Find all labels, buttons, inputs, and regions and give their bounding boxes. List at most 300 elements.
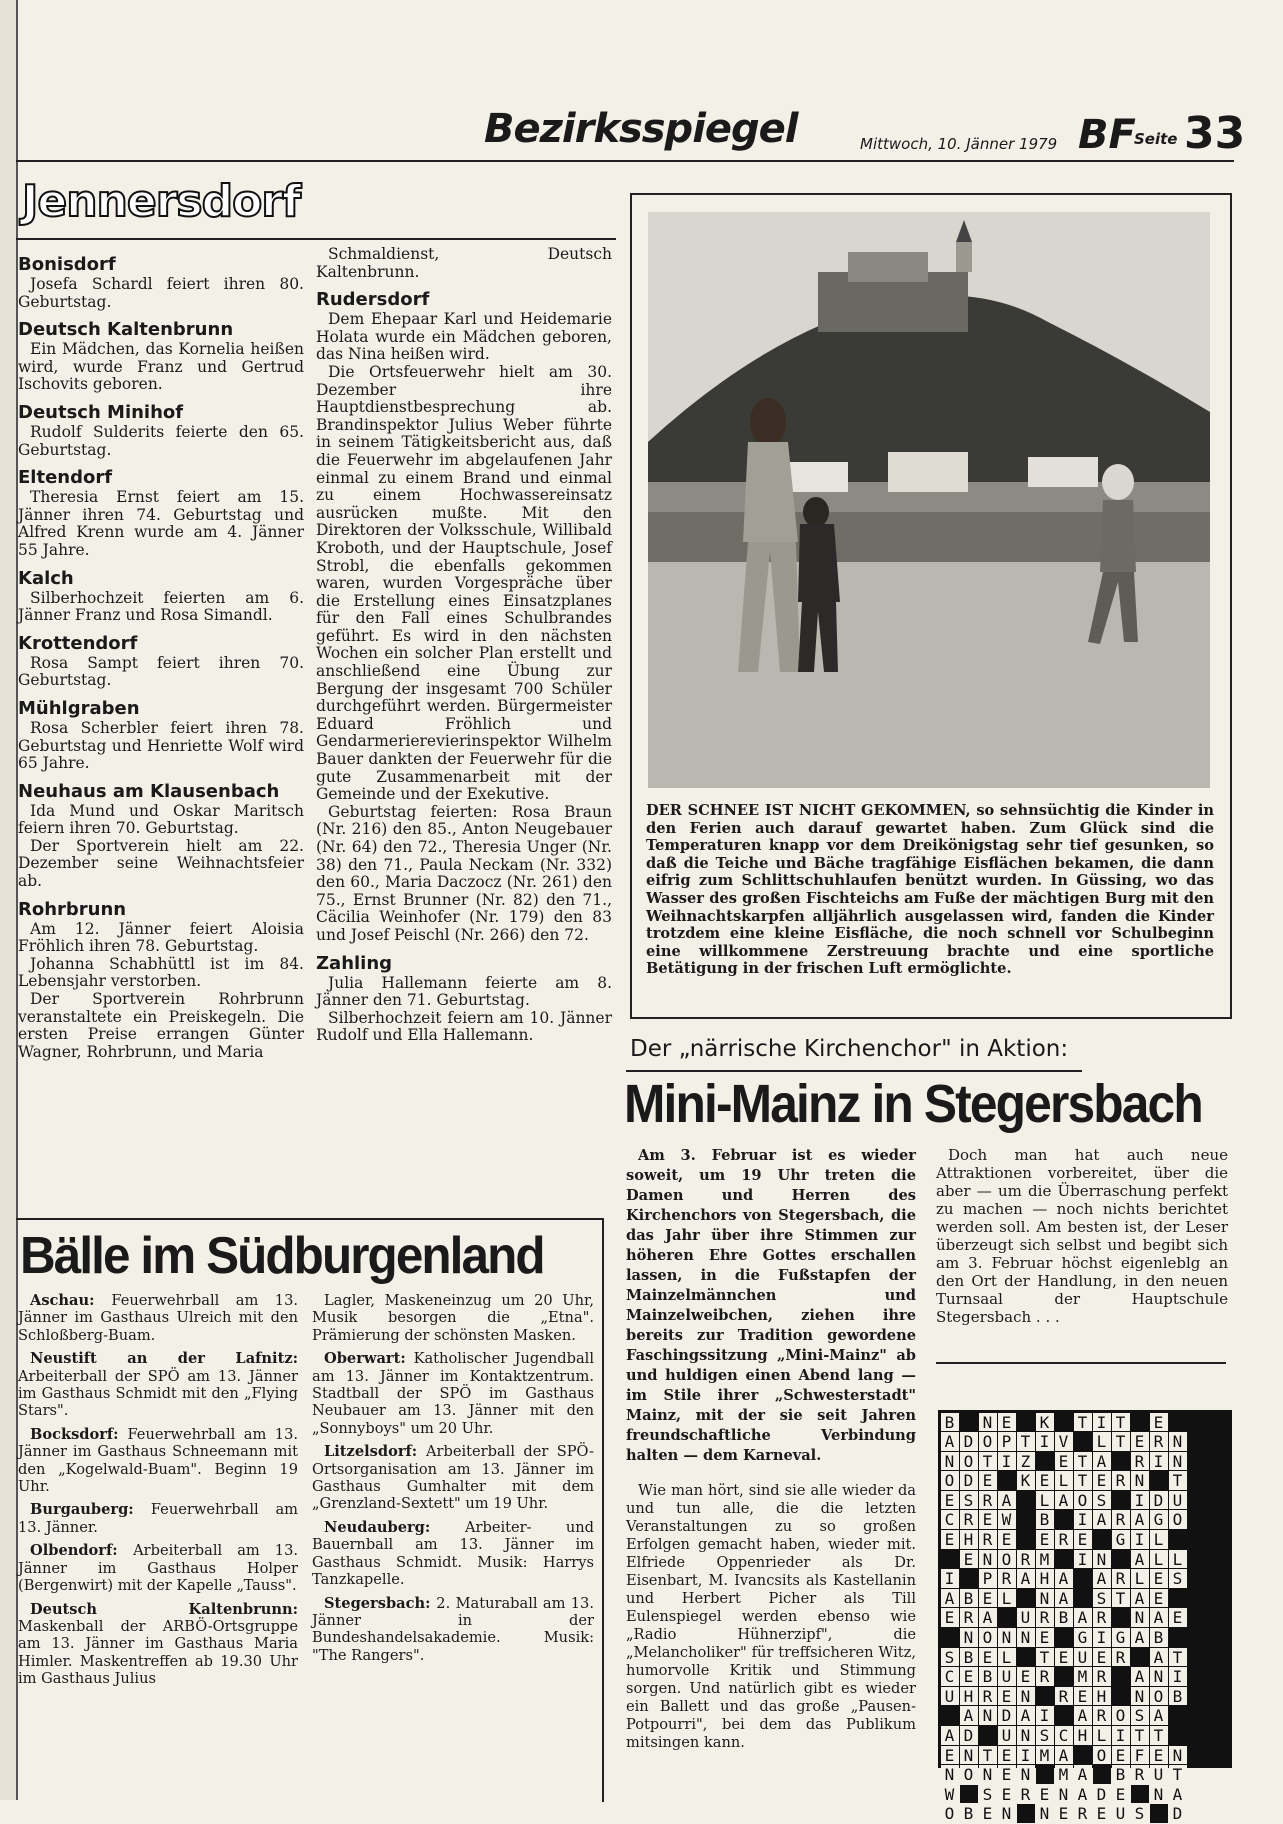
- crossword-cell: [1093, 1765, 1111, 1784]
- crossword-cell: N: [1017, 1687, 1035, 1706]
- ball-entry: [18, 1426, 298, 1496]
- crossword-cell: [1112, 1608, 1130, 1627]
- ball-entry: [312, 1519, 594, 1589]
- ball-entry: [312, 1350, 594, 1437]
- article-lead: [626, 1146, 916, 1466]
- crossword-cell: N: [1169, 1452, 1187, 1471]
- crossword-cell: L: [1055, 1471, 1073, 1490]
- crossword-row: [940, 1628, 1230, 1648]
- crossword-cell: E: [941, 1608, 959, 1627]
- crossword-cell: R: [1093, 1608, 1111, 1627]
- crossword-cell: R: [979, 1530, 997, 1549]
- crossword-cell: [1017, 1413, 1035, 1432]
- ball-entry: [18, 1350, 298, 1420]
- crossword-cell: E: [998, 1785, 1016, 1804]
- crossword-row: [940, 1647, 1230, 1667]
- ball-place: Neustift an der Lafnitz:: [30, 1350, 298, 1368]
- news-paragraph: Rudolf Sulderits feierte den 65. Geburtstag.: [18, 422, 304, 459]
- crossword-cell: T: [979, 1452, 997, 1471]
- region-rule: [16, 238, 616, 240]
- crossword-row: [940, 1686, 1230, 1706]
- crossword-cell: E: [998, 1746, 1016, 1765]
- crossword-cell: M: [1036, 1746, 1054, 1765]
- ball-details: Feuerwehrball am 13. Jänner im Gasthaus Ulreich mit den Schloßberg-Buam.: [18, 1292, 298, 1344]
- crossword-cell: P: [979, 1569, 997, 1588]
- crossword-row: [940, 1412, 1230, 1432]
- photo-caption: [646, 802, 1214, 978]
- crossword-cell: A: [1131, 1667, 1149, 1686]
- crossword-cell: A: [1074, 1785, 1092, 1804]
- crossword-cell: G: [1112, 1628, 1130, 1647]
- section-title: Bezirksspiegel: [484, 106, 798, 152]
- crossword-cell: I: [1131, 1530, 1149, 1549]
- crossword-cell: M: [1036, 1550, 1054, 1569]
- crossword-cell: A: [1017, 1706, 1035, 1725]
- kicker-rule: [626, 1070, 1082, 1072]
- crossword-cell: I: [1112, 1726, 1130, 1745]
- crossword-cell: E: [1150, 1413, 1168, 1432]
- crossword-cell: E: [1055, 1648, 1073, 1667]
- crossword-cell: I: [1093, 1413, 1111, 1432]
- crossword-row: [940, 1608, 1230, 1628]
- crossword-cell: L: [998, 1589, 1016, 1608]
- page-label: Seite: [1134, 130, 1178, 148]
- crossword-cell: B: [1150, 1628, 1168, 1647]
- crossword-cell: D: [998, 1706, 1016, 1725]
- crossword-cell: A: [1093, 1569, 1111, 1588]
- place-heading: Kalch: [18, 567, 74, 589]
- crossword-cell: E: [979, 1510, 997, 1529]
- crossword-cell: I: [1131, 1491, 1149, 1510]
- crossword-cell: E: [998, 1530, 1016, 1549]
- crossword-cell: A: [960, 1706, 978, 1725]
- crossword-row: [940, 1451, 1230, 1471]
- crossword-cell: [998, 1608, 1016, 1627]
- crossword-cell: [1131, 1413, 1149, 1432]
- article-body-2-text: Doch man hat auch neue Attraktionen vorbereitet, über die aber — um die Überraschung perfekt zu machen — noch nichts berichtet werden soll. Am besten ist, der Leser überzeugt sich selbst und begibt sich am 3. Februar höchst eigenleblg an den Ort der Handlung, in den neuen Turnsaal der Hauptschule Stegersbach . . .: [936, 1146, 1228, 1326]
- crossword-cell: B: [960, 1804, 978, 1823]
- crossword-cell: E: [1150, 1589, 1168, 1608]
- crossword-cell: R: [1036, 1667, 1054, 1686]
- crossword-cell: G: [1150, 1510, 1168, 1529]
- crossword-cell: B: [960, 1648, 978, 1667]
- crossword-cell: E: [998, 1765, 1016, 1784]
- crossword-cell: [1093, 1530, 1111, 1549]
- crossword-cell: A: [1074, 1608, 1092, 1627]
- crossword-cell: A: [998, 1491, 1016, 1510]
- news-paragraph: Johanna Schabhüttl ist im 84. Lebensjahr verstorben.: [18, 954, 304, 991]
- crossword-cell: [1055, 1550, 1073, 1569]
- ball-details: Katholischer Jugendball am 13. Jänner im Kontaktzentrum. Stadtball der SPÖ im Gasthaus Neubauer am 13. Jänner mit den „Sonnyboys" um 20 Uhr.: [312, 1350, 594, 1437]
- crossword-cell: N: [979, 1706, 997, 1725]
- crossword-cell: E: [1093, 1648, 1111, 1667]
- crossword-cell: T: [1112, 1589, 1130, 1608]
- ball-details: Feuerwehrball am 13. Jänner im Gasthaus Schneemann mit den „Kogelwald-Buam". Beginn 19 Uhr.: [18, 1425, 299, 1496]
- crossword-solution: [938, 1410, 1232, 1824]
- crossword-cell: [1169, 1726, 1187, 1745]
- crossword-row: [940, 1549, 1230, 1569]
- crossword-cell: T: [1074, 1413, 1092, 1432]
- crossword-cell: E: [941, 1530, 959, 1549]
- crossword-cell: I: [1036, 1706, 1054, 1725]
- crossword-cell: C: [941, 1667, 959, 1686]
- crossword-cell: A: [941, 1589, 959, 1608]
- crossword-cell: L: [1093, 1726, 1111, 1745]
- crossword-row: [940, 1432, 1230, 1452]
- crossword-row: [940, 1530, 1230, 1550]
- crossword-cell: [1036, 1687, 1054, 1706]
- crossword-cell: E: [941, 1746, 959, 1765]
- issue-date: Mittwoch, 10. Jänner 1979: [860, 135, 1058, 153]
- crossword-cell: N: [1017, 1628, 1035, 1647]
- crossword-cell: A: [1055, 1589, 1073, 1608]
- crossword-cell: C: [1055, 1726, 1073, 1745]
- crossword-cell: [1112, 1452, 1130, 1471]
- crossword-cell: A: [1150, 1706, 1168, 1725]
- crossword-cell: T: [1112, 1432, 1130, 1451]
- crossword-row: [940, 1804, 1230, 1824]
- crossword-cell: N: [1131, 1687, 1149, 1706]
- news-paragraph: Theresia Ernst feiert am 15. Jänner ihren 74. Geburtstag und Alfred Krenn wurde am 4. Jänner 55 Jahre.: [18, 488, 304, 559]
- crossword-cell: R: [1055, 1687, 1073, 1706]
- crossword-cell: I: [1093, 1628, 1111, 1647]
- crossword-cell: L: [1150, 1530, 1168, 1549]
- crossword-cell: H: [1074, 1726, 1092, 1745]
- place-heading: Eltendorf: [18, 467, 113, 489]
- crossword-cell: A: [1055, 1569, 1073, 1588]
- crossword-cell: S: [979, 1785, 997, 1804]
- crossword-cell: [1017, 1510, 1035, 1529]
- crossword-cell: S: [1093, 1491, 1111, 1510]
- crossword-cell: E: [1055, 1804, 1073, 1823]
- region-title: Jennersdorf: [22, 176, 301, 227]
- crossword-cell: [979, 1726, 997, 1745]
- news-paragraph: Der Sportverein Rohrbrunn veranstaltete ein Preiskegeln. Die ersten Preise errangen Günter Wagner, Rohrbrunn, und Maria: [18, 990, 304, 1061]
- crossword-cell: A: [979, 1608, 997, 1627]
- crossword-cell: A: [941, 1432, 959, 1451]
- crossword-cell: [1150, 1471, 1168, 1490]
- crossword-cell: E: [1074, 1687, 1092, 1706]
- crossword-cell: E: [979, 1471, 997, 1490]
- ball-details: Arbeiterball der SPÖ-Ortsorganisation am 13. Jänner im Gasthaus Gumhalter mit dem „Grenzland-Sextett" um 19 Uhr.: [312, 1443, 594, 1513]
- crossword-cell: R: [1036, 1608, 1054, 1627]
- crossword-cell: R: [998, 1569, 1016, 1588]
- crossword-cell: [960, 1569, 978, 1588]
- crossword-row: [940, 1588, 1230, 1608]
- crossword-cell: L: [1093, 1432, 1111, 1451]
- crossword-cell: E: [1055, 1452, 1073, 1471]
- crossword-cell: R: [1112, 1569, 1130, 1588]
- crossword-cell: B: [1055, 1608, 1073, 1627]
- crossword-cell: W: [941, 1785, 959, 1804]
- crossword-cell: [1017, 1648, 1035, 1667]
- place-heading: Deutsch Kaltenbrunn: [18, 319, 234, 341]
- crossword-row: [940, 1510, 1230, 1530]
- crossword-cell: A: [1093, 1510, 1111, 1529]
- crossword-cell: R: [1074, 1804, 1092, 1823]
- crossword-cell: C: [941, 1510, 959, 1529]
- ball-entry: [18, 1601, 298, 1688]
- crossword-cell: E: [998, 1687, 1016, 1706]
- crossword-cell: I: [1017, 1746, 1035, 1765]
- crossword-cell: R: [1055, 1530, 1073, 1549]
- skating-photo: [648, 212, 1210, 788]
- crossword-cell: [1131, 1648, 1149, 1667]
- news-paragraph: Dem Ehepaar Karl und Heidemarie Holata wurde ein Mädchen geboren, das Nina heißen wird.: [316, 310, 612, 364]
- crossword-cell: R: [1112, 1471, 1130, 1490]
- ball-entry: [312, 1595, 594, 1665]
- crossword-cell: [1017, 1530, 1035, 1549]
- crossword-cell: G: [1112, 1530, 1130, 1549]
- crossword-cell: D: [1169, 1804, 1187, 1823]
- crossword-cell: B: [960, 1589, 978, 1608]
- crossword-cell: R: [1112, 1648, 1130, 1667]
- crossword-cell: N: [960, 1628, 978, 1647]
- crossword-cell: T: [1169, 1648, 1187, 1667]
- crossword-cell: S: [960, 1491, 978, 1510]
- crossword-cell: [1017, 1804, 1035, 1823]
- crossword-cell: U: [1017, 1608, 1035, 1627]
- crossword-cell: Z: [1017, 1452, 1035, 1471]
- crossword-cell: H: [960, 1530, 978, 1549]
- article-lead-text: Am 3. Februar ist es wieder soweit, um 19 Uhr treten die Damen und Herren des Kirchenchors von Stegersbach, die das Jahr über ihre Stimmen zur höheren Ehre Gottes erschallen lassen, in die Fußstapfen der Mainzelmännchen und Mainzelweibchen, ziehen ihre bereits zur Tradition gewordene Faschingssitzung „Mini-Mainz" ab und huldigen einen Abend lang — im Stile ihrer „Schwesterstadt" Mainz, mit der sie seit Jahren freundschaftliche Verbindung halten — dem Karneval.: [626, 1147, 916, 1464]
- crossword-cell: O: [1150, 1687, 1168, 1706]
- crossword-cell: I: [998, 1452, 1016, 1471]
- crossword-cell: N: [941, 1452, 959, 1471]
- crossword-cell: I: [1074, 1550, 1092, 1569]
- crossword-cell: [1036, 1765, 1054, 1784]
- crossword-cell: [1131, 1785, 1149, 1804]
- ball-entry: [312, 1443, 594, 1513]
- crossword-cell: R: [1093, 1667, 1111, 1686]
- crossword-cell: A: [1150, 1648, 1168, 1667]
- crossword-cell: A: [1055, 1746, 1073, 1765]
- news-paragraph: Die Ortsfeuerwehr hielt am 30. Dezember ihre Hauptdienstbesprechung ab. Brandinspektor Julius Weber führte in seinem Tätigkeitsbericht aus, daß die Feuerwehr im abgelaufenen Jahr einmal zu einem Brand und einmal zu einem Hochwassereinsatz ausrücken mußte. Mit den Direktoren der Volksschule, Willibald Kroboth, und der Hauptschule, Josef Strobl, die ebenfalls gekommen waren, wurden Vorgespräche über die Erstellung eines Einsatzplanes für den Fall eines Schulbrandes geführt. Es wird in den nächsten Wochen ein solcher Plan erstellt und anschließend eine Übung zur Bergung der insgesamt 700 Schüler durchgeführt werden. Bürgermeister Eduard Fröhlich und Gendarmerierevierinspektor Wilhelm Bauer dankten der Feuerwehr für die gute Zusammenarbeit mit der Gemeinde und der Exekutive.: [316, 362, 612, 804]
- crossword-cell: R: [960, 1608, 978, 1627]
- crossword-cell: [1112, 1667, 1130, 1686]
- crossword-row: [940, 1667, 1230, 1687]
- ball-place: Bocksdorf:: [30, 1425, 128, 1443]
- caption-text: so sehnsüchtig die Kinder in den Ferien auch darauf gewartet haben. Zum Glück sind die Temperaturen knapp vor dem Dreikönigstag sehr tief gesunken, so daß die Teiche und Bäche tragfähige Eisflächen bekamen, die dann eifrig zum Schlittschuhlaufen benützt wurden. In Güssing, wo das Wasser des großen Fischteichs am Fuße der mächtigen Burg mit den Weihnachtskarpfen alljährlich ausgelassen wird, fanden die Kinder trotzdem eine kleine Eisfläche, die noch schnell vor Schulbeginn eine willkommene Zerstreuung brachte und eine sportliche Betätigung in der frischen Luft ermöglichte.: [646, 802, 1214, 978]
- crossword-cell: D: [1150, 1491, 1168, 1510]
- news-paragraph: Am 12. Jänner feiert Aloisia Fröhlich ihren 78. Geburtstag.: [18, 919, 304, 956]
- crossword-cell: T: [1074, 1471, 1092, 1490]
- crossword-cell: R: [1131, 1452, 1149, 1471]
- crossword-cell: [1112, 1550, 1130, 1569]
- ball-entry: [312, 1292, 594, 1344]
- news-paragraph: Schmaldienst, Deutsch Kaltenbrunn.: [316, 245, 612, 281]
- crossword-cell: N: [960, 1746, 978, 1765]
- crossword-cell: O: [1074, 1491, 1092, 1510]
- crossword-cell: B: [1112, 1765, 1130, 1784]
- header-rule: [16, 160, 1234, 162]
- crossword-cell: U: [1074, 1648, 1092, 1667]
- crossword-cell: U: [1150, 1765, 1168, 1784]
- ball-place: Aschau:: [30, 1292, 112, 1309]
- crossword-cell: E: [1074, 1530, 1092, 1549]
- article-body-1: [626, 1482, 916, 1752]
- crossword-cell: R: [1112, 1510, 1130, 1529]
- crossword-cell: N: [1036, 1589, 1054, 1608]
- place-heading: Mühlgraben: [18, 697, 140, 719]
- crossword-cell: B: [941, 1413, 959, 1432]
- crossword-cell: S: [941, 1648, 959, 1667]
- news-paragraph: Silberhochzeit feiern am 10. Jänner Rudolf und Ella Hallemann.: [316, 1008, 612, 1045]
- crossword-row: [940, 1726, 1230, 1746]
- balle-column-2: [312, 1292, 594, 1670]
- crossword-cell: A: [1150, 1608, 1168, 1627]
- balle-column-1: [18, 1292, 298, 1694]
- crossword-cell: E: [1150, 1569, 1168, 1588]
- crossword-cell: A: [1131, 1510, 1149, 1529]
- crossword-cell: [1055, 1667, 1073, 1686]
- crossword-cell: [941, 1628, 959, 1647]
- crossword-cell: O: [941, 1804, 959, 1823]
- news-paragraph: Ida Mund und Oskar Maritsch feiern ihren 70. Geburtstag.: [18, 801, 304, 838]
- crossword-cell: E: [1131, 1432, 1149, 1451]
- crossword-cell: [960, 1785, 978, 1804]
- crossword-cell: [1112, 1491, 1130, 1510]
- news-paragraph: Ein Mädchen, das Kornelia heißen wird, wurde Franz und Gertrud Ischovits geboren.: [18, 340, 304, 394]
- crossword-cell: R: [979, 1491, 997, 1510]
- balle-headline: Bälle im Südburgenland: [20, 1227, 544, 1285]
- crossword-cell: N: [1036, 1804, 1054, 1823]
- crossword-cell: L: [1169, 1550, 1187, 1569]
- news-paragraph: Geburtstag feierten: Rosa Braun (Nr. 216) den 85., Anton Neugebauer (Nr. 64) den 72., Theresia Unger (Nr. 38) den 71., Paula Neckam (Nr. 332) den 60., Maria Daczocz (Nr. 261) den 75., Ernst Brunner (Nr. 82) den 71., Cäcilia Weinhofer (Nr. 179) den 83 und Josef Peischl (Nr. 266) den 72.: [316, 802, 612, 944]
- crossword-cell: D: [960, 1726, 978, 1745]
- crossword-cell: A: [1017, 1569, 1035, 1588]
- crossword-cell: N: [1150, 1785, 1168, 1804]
- crossword-cell: R: [1093, 1706, 1111, 1725]
- article-body-1-text: Wie man hört, sind sie alle wieder da und tun alle, die die letzten Veranstaltungen zu so großen Erfolgen gemacht haben, wieder mit. Elfriede Oppenrieder als Dr. Eisenbart, M. Ivancsits als Kastellanin und Herbert Picher als Till Eulenspiegel werden ebenso wie „Radio Hühnerzipf", die „Melancholiker" für treffsicheren Witz, humorvolle Kritik und Stimmung sorgen. Und natürlich gibt es wieder ein Ballett und das große „Pausen-Potpourri", bei dem das Publikum mitsingen kann.: [626, 1482, 916, 1751]
- crossword-cell: H: [1036, 1569, 1054, 1588]
- crossword-cell: T: [979, 1746, 997, 1765]
- crossword-cell: T: [1169, 1765, 1187, 1784]
- crossword-cell: [1112, 1687, 1130, 1706]
- crossword-cell: B: [1169, 1687, 1187, 1706]
- crossword-cell: B: [1036, 1510, 1054, 1529]
- crossword-cell: L: [1150, 1550, 1168, 1569]
- crossword-cell: L: [1036, 1491, 1054, 1510]
- crossword-cell: U: [998, 1726, 1016, 1745]
- ball-entry: [18, 1292, 298, 1344]
- place-heading: Zahling: [316, 952, 393, 974]
- crossword-cell: H: [1093, 1687, 1111, 1706]
- crossword-cell: U: [1169, 1491, 1187, 1510]
- crossword-cell: E: [1036, 1785, 1054, 1804]
- crossword-cell: N: [979, 1550, 997, 1569]
- crossword-cell: N: [998, 1804, 1016, 1823]
- crossword-cell: H: [960, 1687, 978, 1706]
- crossword-cell: P: [998, 1432, 1016, 1451]
- crossword-cell: E: [1036, 1530, 1054, 1549]
- news-paragraph: Der Sportverein hielt am 22. Dezember seine Weihnachtsfeier ab.: [18, 836, 304, 891]
- ball-place: Oberwart:: [324, 1350, 414, 1368]
- crossword-cell: [1074, 1746, 1092, 1765]
- crossword-cell: I: [1150, 1452, 1168, 1471]
- crossword-cell: E: [1169, 1608, 1187, 1627]
- news-column-1: [18, 246, 304, 1061]
- crossword-cell: L: [1131, 1569, 1149, 1588]
- crossword-cell: D: [960, 1432, 978, 1451]
- place-heading: Rohrbrunn: [18, 898, 127, 920]
- crossword-cell: E: [998, 1413, 1016, 1432]
- crossword-cell: D: [960, 1471, 978, 1490]
- crossword-cell: O: [941, 1471, 959, 1490]
- crossword-cell: N: [941, 1765, 959, 1784]
- crossword-cell: [1169, 1530, 1187, 1549]
- crossword-cell: N: [1131, 1471, 1149, 1490]
- crossword-cell: E: [1112, 1785, 1130, 1804]
- crossword-cell: K: [1036, 1413, 1054, 1432]
- ball-details: Arbeiter- und Bauernball am 13. Jänner im Gasthaus Schmidt. Musik: Harrys Tanzkapelle.: [312, 1518, 594, 1589]
- crossword-cell: E: [1093, 1471, 1111, 1490]
- crossword-cell: N: [1150, 1667, 1168, 1686]
- crossword-cell: [1169, 1589, 1187, 1608]
- column-rule: [936, 1362, 1226, 1364]
- crossword-cell: U: [941, 1687, 959, 1706]
- ball-details: 2. Maturaball am 13. Jänner in der Bundeshandelsakademie. Musik: "The Rangers".: [312, 1594, 594, 1664]
- ball-entry: [18, 1542, 298, 1594]
- crossword-cell: [1055, 1510, 1073, 1529]
- crossword-cell: O: [960, 1452, 978, 1471]
- crossword-cell: O: [998, 1550, 1016, 1569]
- crossword-row: [940, 1784, 1230, 1804]
- crossword-cell: N: [1017, 1726, 1035, 1745]
- crossword-cell: E: [1036, 1471, 1054, 1490]
- skating-photo-illustration: [648, 212, 1210, 788]
- ball-details: Arbeiterball am 13. Jänner im Gasthaus Holper (Bergenwirt) mit der Kapelle „Tauss".: [18, 1542, 298, 1595]
- crossword-cell: R: [960, 1510, 978, 1529]
- crossword-cell: N: [1169, 1746, 1187, 1765]
- news-paragraph: Julia Hallemann feierte am 8. Jänner den 71. Geburtstag.: [316, 973, 612, 1010]
- crossword-cell: T: [1112, 1413, 1130, 1432]
- crossword-cell: E: [979, 1804, 997, 1823]
- news-paragraph: Silberhochzeit feierten am 6. Jänner Franz und Rosa Simandl.: [18, 588, 304, 625]
- crossword-cell: O: [1169, 1510, 1187, 1529]
- crossword-cell: [1074, 1589, 1092, 1608]
- crossword-cell: R: [1017, 1785, 1035, 1804]
- crossword-cell: [998, 1471, 1016, 1490]
- crossword-cell: A: [941, 1726, 959, 1745]
- crossword-cell: [1036, 1452, 1054, 1471]
- crossword-cell: B: [979, 1667, 997, 1686]
- crossword-row: [940, 1569, 1230, 1589]
- crossword-cell: S: [1036, 1726, 1054, 1745]
- crossword-cell: T: [1017, 1432, 1035, 1451]
- crossword-cell: N: [1017, 1765, 1035, 1784]
- crossword-cell: V: [1055, 1432, 1073, 1451]
- crossword-cell: O: [960, 1765, 978, 1784]
- crossword-cell: I: [1074, 1510, 1092, 1529]
- crossword-cell: E: [1093, 1804, 1111, 1823]
- crossword-cell: O: [979, 1432, 997, 1451]
- crossword-cell: M: [1074, 1667, 1092, 1686]
- crossword-cell: A: [1074, 1765, 1092, 1784]
- crossword-row: [940, 1706, 1230, 1726]
- crossword-cell: A: [1131, 1628, 1149, 1647]
- place-heading: Bonisdorf: [18, 254, 116, 275]
- crossword-cell: M: [1055, 1765, 1073, 1784]
- crossword-cell: E: [960, 1550, 978, 1569]
- crossword-cell: E: [1017, 1667, 1035, 1686]
- crossword-cell: E: [1112, 1746, 1130, 1765]
- crossword-row: [940, 1471, 1230, 1491]
- crossword-cell: [960, 1413, 978, 1432]
- crossword-cell: [1150, 1804, 1168, 1823]
- ball-details: Feuerwehrball am 13. Jänner.: [18, 1501, 298, 1536]
- crossword-cell: A: [1074, 1706, 1092, 1725]
